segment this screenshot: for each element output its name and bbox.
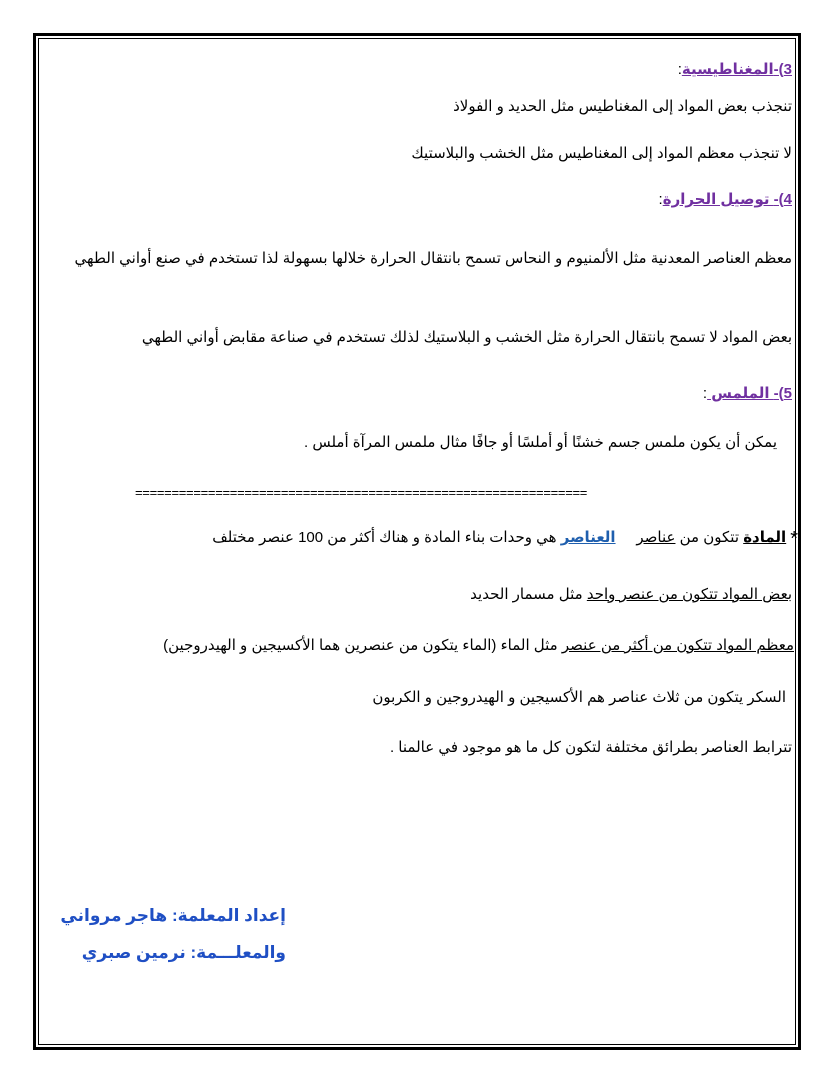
bond-line: تترابط العناصر بطرائق مختلفة لتكون كل ما هو موجود في عالمنا . [389,739,792,756]
section4-para2: بعض المواد لا تسمح بانتقال الحرارة مثل الخشب و البلاستيك لذلك تستخدم في صناعة مقابض أواني الطهي [141,329,792,346]
author-line2: والمعلـــمة: نرمين صبري [81,943,286,962]
one-element-line: بعض المواد تتكون من عنصر واحد مثل مسمار الحديد [470,586,792,603]
section5-heading: 5)- الملمس : [702,385,792,402]
section4-heading: 4)- توصيل الحرارة: [658,191,792,208]
section3-heading: 3)-المغناطيسية: [677,61,792,78]
sugar-line: السكر يتكون من ثلاث عناصر هم الأكسيجين و الهيدروجين و الكربون [372,689,786,706]
section3-line1: تنجذب بعض المواد إلى المغناطيس مثل الحديد و الفولاذ [453,98,792,115]
section3-line2: لا تنجذب معظم المواد إلى المغناطيس مثل الخشب والبلاستيك [411,145,792,162]
separator-line: ============================================================== [135,485,588,500]
section5-line1: يمكن أن يكون ملمس جسم خشنًا أو أملسًا أو جافًا مثال ملمس المرآة أملس . [303,434,777,451]
multi-element-line: معظم المواد تتكون من أكثر من عنصر مثل الماء (الماء يتكون من عنصرين هما الأكسيجين و الهيدروجين) [163,637,794,654]
matter-definition: *المادة تتكون من عناصر العناصر هي وحدات بناء المادة و هناك أكثر من 100 عنصر مختلف [212,528,798,550]
star-bullet: * [790,528,798,550]
section4-para1: معظم العناصر المعدنية مثل الألمنيوم و النحاس تسمح بانتقال الحرارة خلالها بسهولة لذا تستخدم في صنع أواني الطهي [74,250,792,267]
author-line1: إعداد المعلمة: هاجر مرواني [60,906,286,925]
